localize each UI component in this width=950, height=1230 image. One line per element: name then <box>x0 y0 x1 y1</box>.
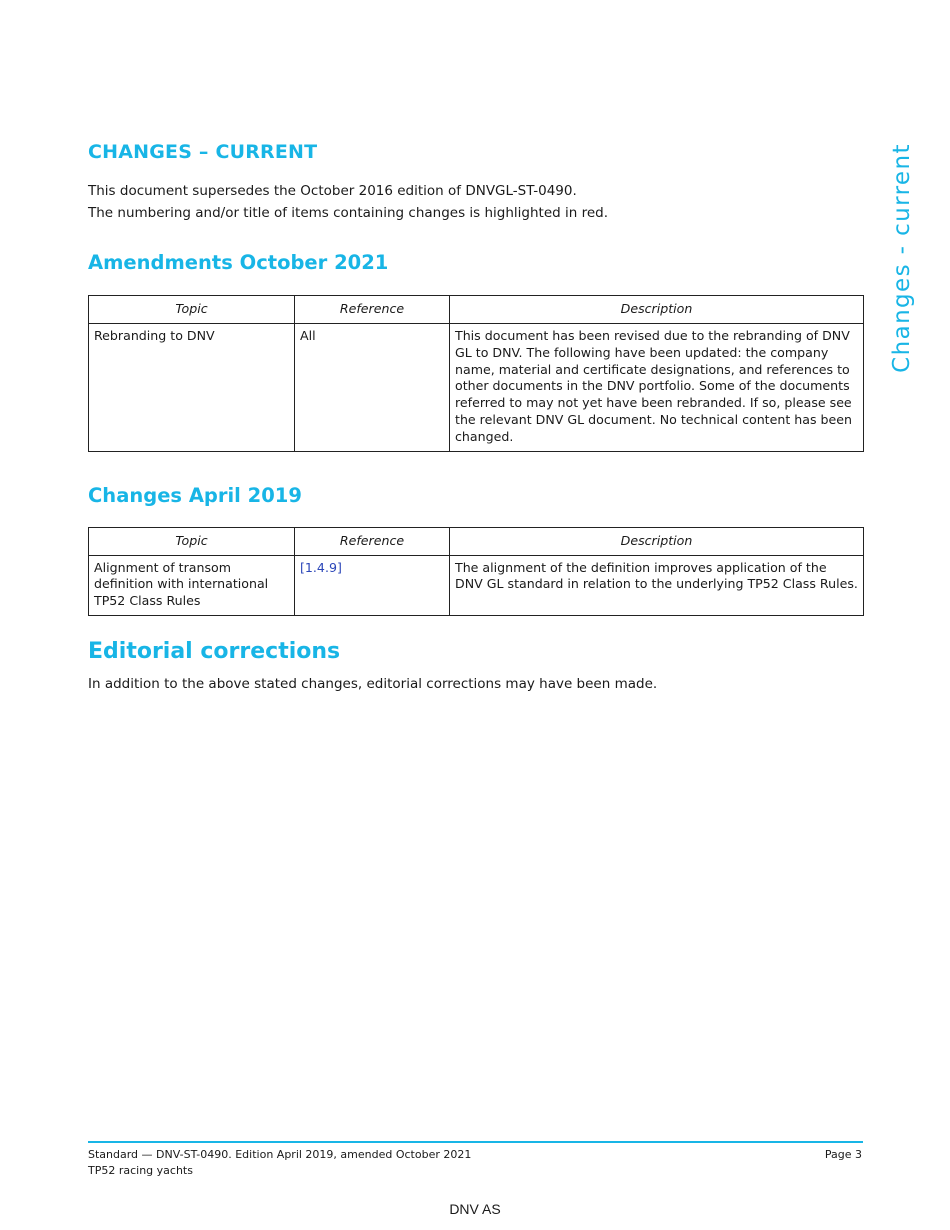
reference-link[interactable]: [1.4.9] <box>300 559 342 575</box>
column-header-reference: Reference <box>295 296 450 324</box>
reference-cell <box>295 555 450 615</box>
table-header-row <box>89 296 864 324</box>
reference-cell: All <box>295 324 450 452</box>
section-title-amendments-2021: Amendments October 2021 <box>88 251 389 274</box>
table-row <box>89 555 864 615</box>
footer-standard-line: Standard — DNV-ST-0490. Edition April 2019, amended October 2021 <box>88 1148 472 1161</box>
footer-document-info <box>88 1147 471 1179</box>
editorial-text: In addition to the above stated changes, editorial corrections may have been made. <box>88 675 658 692</box>
amendments-2021-table <box>88 295 864 452</box>
description-cell: The alignment of the definition improves application of the DNV GL standard in relation to the underlying TP52 Class Rules. <box>450 555 864 615</box>
section-title-editorial: Editorial corrections <box>88 638 341 664</box>
footer-page-number: Page 3 <box>824 1148 862 1161</box>
column-header-description: Description <box>450 527 864 555</box>
topic-cell: Rebranding to DNV <box>89 324 295 452</box>
page-title: CHANGES – CURRENT <box>88 141 318 163</box>
footer-company-name: DNV AS <box>449 1201 501 1217</box>
section-title-changes-2019: Changes April 2019 <box>88 483 302 507</box>
column-header-topic: Topic <box>89 296 295 324</box>
intro-line: This document supersedes the October 2016 edition of DNVGL-ST-0490. <box>88 183 577 199</box>
footer-subtitle-line: TP52 racing yachts <box>88 1164 193 1177</box>
column-header-topic: Topic <box>89 527 295 555</box>
topic-cell: Alignment of transom definition with international TP52 Class Rules <box>89 555 295 615</box>
page-content <box>88 140 863 695</box>
intro-line: The numbering and/or title of items containing changes is highlighted in red. <box>88 205 609 221</box>
footer-divider <box>88 1141 863 1143</box>
table-row <box>89 324 864 452</box>
changes-2019-table <box>88 527 864 616</box>
column-header-reference: Reference <box>295 527 450 555</box>
column-header-description: Description <box>450 296 864 324</box>
table-header-row <box>89 527 864 555</box>
description-cell: This document has been revised due to the rebranding of DNV GL to DNV. The following have been updated: the company name, material and certificate designations, and references to other documents in the DNV portfolio. Some of the documents referred to may not yet have been rebranded. If so, please see the relevant DNV GL document. No technical content has been changed. <box>450 324 864 452</box>
side-tab-label: Changes - current <box>889 143 915 373</box>
